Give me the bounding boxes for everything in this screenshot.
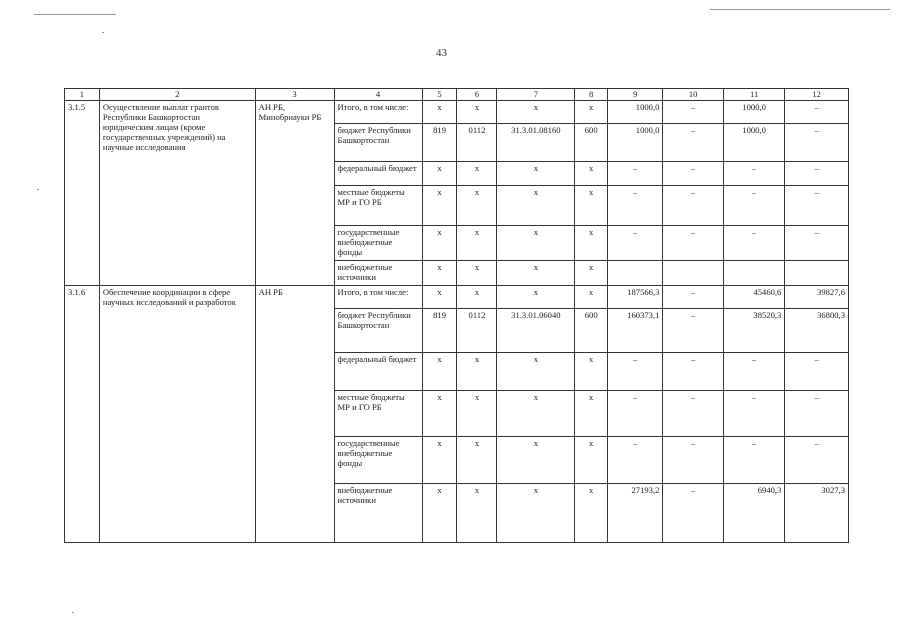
cell-col11: 45460,6: [723, 286, 784, 309]
cell-col9: –: [608, 162, 663, 186]
cell-col12: –: [785, 101, 849, 124]
cell-col6: х: [457, 101, 497, 124]
cell-col11: –: [723, 162, 784, 186]
cell-col11: 6940,3: [723, 484, 784, 543]
cell-col10: –: [663, 353, 723, 391]
cell-col6: х: [457, 391, 497, 437]
cell-col7: 31.3.01.08160: [497, 124, 575, 162]
cell-col6: х: [457, 286, 497, 309]
cell-col6: х: [457, 186, 497, 226]
cell-col10: –: [663, 226, 723, 261]
cell-col12: [785, 261, 849, 286]
cell-col12: –: [785, 162, 849, 186]
cell-col10: –: [663, 124, 723, 162]
cell-col12: –: [785, 226, 849, 261]
page-number: 43: [436, 47, 447, 59]
cell-col5: х: [422, 162, 457, 186]
cell-col7: х: [497, 484, 575, 543]
cell-col8: х: [575, 286, 608, 309]
cell-col7: х: [497, 261, 575, 286]
column-header: 10: [663, 89, 723, 101]
cell-col7: х: [497, 391, 575, 437]
table-row: [65, 286, 849, 309]
cell-col9: 1000,0: [608, 101, 663, 124]
cell-col5: х: [422, 353, 457, 391]
cell-col12: –: [785, 437, 849, 484]
scan-speck: [102, 32, 104, 33]
cell-col5: 819: [422, 309, 457, 353]
column-header: 12: [785, 89, 849, 101]
column-header: 4: [334, 89, 422, 101]
cell-col5: х: [422, 101, 457, 124]
cell-col8: х: [575, 437, 608, 484]
funding-source: государственные внебюджетные фонды: [334, 437, 422, 484]
cell-col10: –: [663, 101, 723, 124]
cell-col5: 819: [422, 124, 457, 162]
column-numbers-row: [65, 89, 849, 101]
cell-col8: х: [575, 353, 608, 391]
funding-source: бюджет Республики Башкортостан: [334, 309, 422, 353]
cell-col11: –: [723, 353, 784, 391]
cell-col5: х: [422, 286, 457, 309]
cell-col10: –: [663, 286, 723, 309]
cell-col9: 27193,2: [608, 484, 663, 543]
cell-col7: х: [497, 286, 575, 309]
funding-source: бюджет Республики Башкортостан: [334, 124, 422, 162]
table-row: [65, 101, 849, 124]
measure-executor: АН РБ: [255, 286, 334, 543]
cell-col8: 600: [575, 309, 608, 353]
cell-col11: –: [723, 391, 784, 437]
column-header: 3: [255, 89, 334, 101]
cell-col9: 160373,1: [608, 309, 663, 353]
cell-col5: х: [422, 484, 457, 543]
cell-col9: –: [608, 437, 663, 484]
budget-table: [64, 88, 849, 543]
cell-col10: –: [663, 309, 723, 353]
column-header: 7: [497, 89, 575, 101]
cell-col12: 36800,3: [785, 309, 849, 353]
cell-col5: х: [422, 261, 457, 286]
cell-col12: –: [785, 124, 849, 162]
cell-col10: –: [663, 186, 723, 226]
column-header: 6: [457, 89, 497, 101]
funding-source: государственные внебюджетные фонды: [334, 226, 422, 261]
cell-col6: х: [457, 353, 497, 391]
measure-name: Осуществление выплат грантов Республики Башкортостан юридическим лицам (кроме государственных учреждений) на научные исследования: [99, 101, 255, 286]
cell-col8: х: [575, 162, 608, 186]
cell-col6: х: [457, 437, 497, 484]
column-header: 1: [65, 89, 100, 101]
cell-col10: –: [663, 484, 723, 543]
funding-source: федеральный бюджет: [334, 162, 422, 186]
cell-col11: [723, 261, 784, 286]
measure-name: Обеспечение координации в сфере научных исследований и разработок: [99, 286, 255, 543]
measure-code: 3.1.5: [65, 101, 100, 286]
cell-col7: 31.3.01.06040: [497, 309, 575, 353]
cell-col6: 0112: [457, 309, 497, 353]
cell-col12: –: [785, 353, 849, 391]
funding-source: внебюджетные источники: [334, 261, 422, 286]
cell-col6: х: [457, 162, 497, 186]
funding-source: внебюджетные источники: [334, 484, 422, 543]
cell-col12: –: [785, 186, 849, 226]
scan-artifact-left: [34, 14, 116, 15]
cell-col11: 1000,0: [723, 124, 784, 162]
column-header: 8: [575, 89, 608, 101]
cell-col8: х: [575, 101, 608, 124]
cell-col9: –: [608, 226, 663, 261]
funding-source: местные бюджеты МР и ГО РБ: [334, 186, 422, 226]
cell-col5: х: [422, 437, 457, 484]
cell-col11: –: [723, 186, 784, 226]
cell-col12: 39827,6: [785, 286, 849, 309]
cell-col11: 38520,3: [723, 309, 784, 353]
scan-speck: [72, 612, 74, 613]
cell-col8: х: [575, 391, 608, 437]
cell-col11: –: [723, 437, 784, 484]
cell-col5: х: [422, 391, 457, 437]
cell-col7: х: [497, 101, 575, 124]
cell-col9: [608, 261, 663, 286]
cell-col5: х: [422, 226, 457, 261]
cell-col9: 187566,3: [608, 286, 663, 309]
cell-col6: х: [457, 484, 497, 543]
column-header: 2: [99, 89, 255, 101]
cell-col9: –: [608, 391, 663, 437]
cell-col8: х: [575, 186, 608, 226]
measure-code: 3.1.6: [65, 286, 100, 543]
funding-source: местные бюджеты МР и ГО РБ: [334, 391, 422, 437]
cell-col10: –: [663, 391, 723, 437]
cell-col6: х: [457, 261, 497, 286]
cell-col9: 1000,0: [608, 124, 663, 162]
cell-col9: –: [608, 353, 663, 391]
funding-source: Итого, в том числе:: [334, 286, 422, 309]
cell-col7: х: [497, 437, 575, 484]
funding-source: Итого, в том числе:: [334, 101, 422, 124]
cell-col6: х: [457, 226, 497, 261]
cell-col12: 3027,3: [785, 484, 849, 543]
cell-col11: 1000,0: [723, 101, 784, 124]
cell-col7: х: [497, 226, 575, 261]
cell-col10: –: [663, 162, 723, 186]
cell-col5: х: [422, 186, 457, 226]
column-header: 11: [723, 89, 784, 101]
cell-col7: х: [497, 186, 575, 226]
cell-col7: х: [497, 353, 575, 391]
cell-col9: –: [608, 186, 663, 226]
column-header: 5: [422, 89, 457, 101]
cell-col8: х: [575, 261, 608, 286]
cell-col7: х: [497, 162, 575, 186]
column-header: 9: [608, 89, 663, 101]
cell-col6: 0112: [457, 124, 497, 162]
funding-source: федеральный бюджет: [334, 353, 422, 391]
cell-col8: х: [575, 484, 608, 543]
measure-executor: АН РБ, Минобрнауки РБ: [255, 101, 334, 286]
scan-artifact-right: [710, 9, 890, 10]
cell-col11: –: [723, 226, 784, 261]
cell-col8: 600: [575, 124, 608, 162]
cell-col8: х: [575, 226, 608, 261]
cell-col10: –: [663, 437, 723, 484]
cell-col12: –: [785, 391, 849, 437]
cell-col10: [663, 261, 723, 286]
scan-speck: [37, 189, 39, 190]
